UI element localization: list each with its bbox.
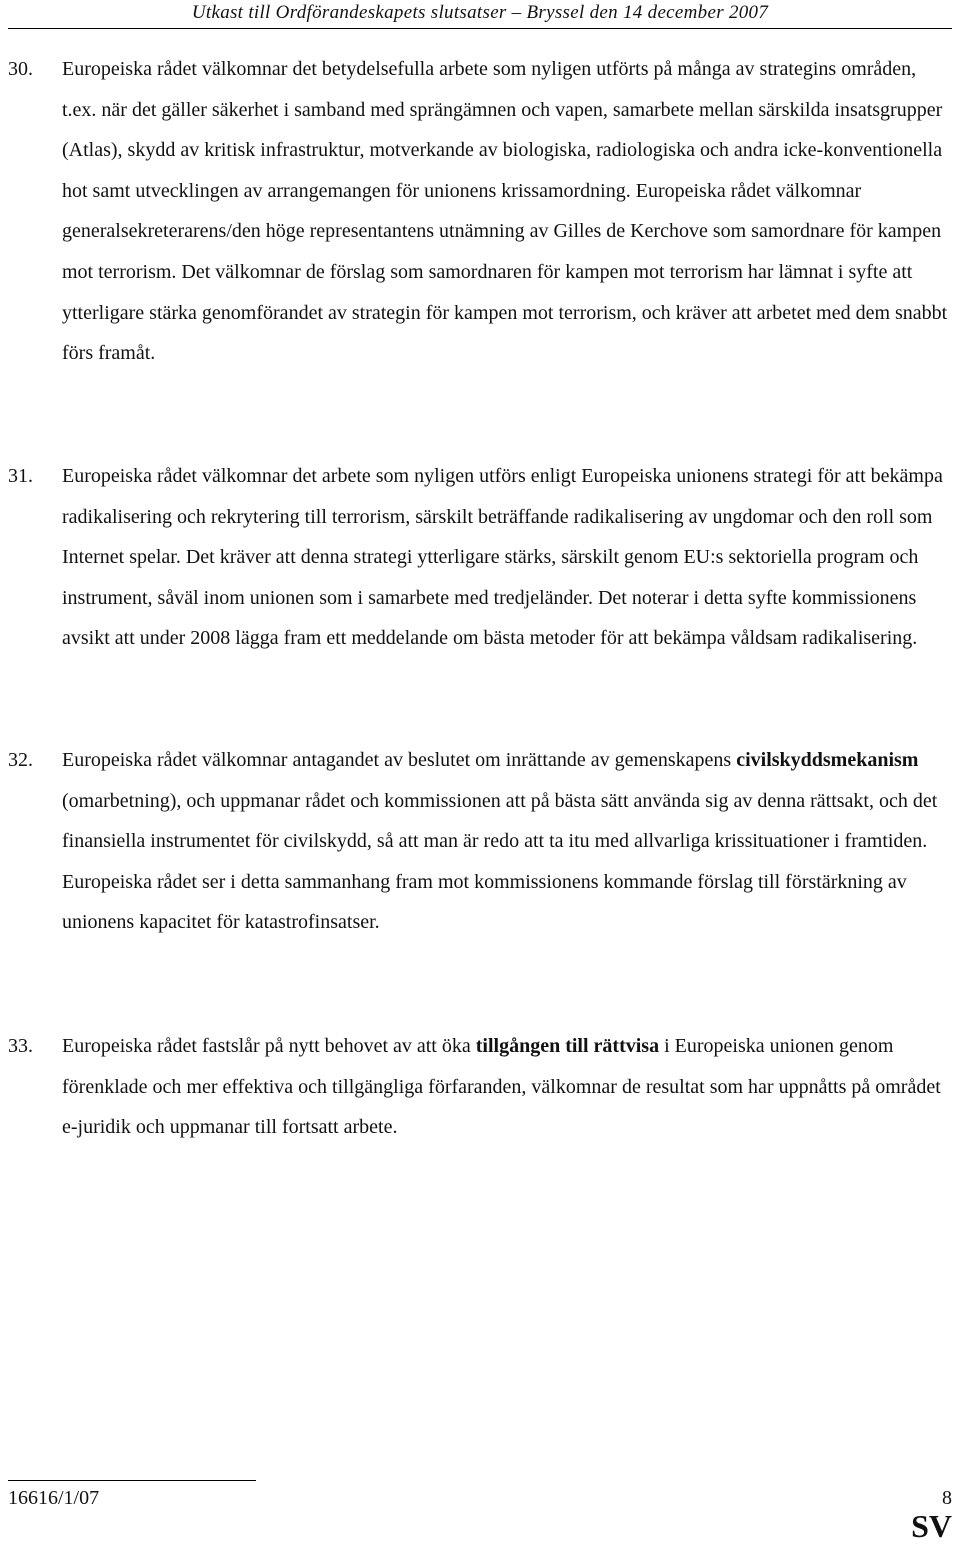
header-divider bbox=[8, 28, 952, 29]
bold-term: tillgången till rättvisa bbox=[475, 1035, 660, 1057]
paragraph-text: Europeiska rådet välkomnar det arbete som nyligen utförs enligt Europeiska unionens strategi för att bekämpa radikalisering och rekrytering till terrorism, särskilt beträffande radikalisering av ungdomar och den roll som Internet spelar. Det kräver att denna strategi ytterligare stärks, särskilt genom EU:s sektoriella program och instrument, såväl inom unionen som i samarbete med tredjeländer. Det noterar i detta syfte kommissionens avsikt att under 2008 lägga fram ett meddelande om bästa metoder för att bekämpa våldsam radikalisering. bbox=[62, 465, 943, 650]
paragraph-32 bbox=[0, 740, 960, 990]
paragraph-30 bbox=[0, 49, 960, 457]
bold-term: civilskyddsmekanism bbox=[736, 749, 919, 771]
paragraph-number: 32. bbox=[8, 749, 33, 771]
paragraph-text-start: Europeiska rådet välkomnar antagandet av beslutet om inrättande av gemenskapens bbox=[62, 749, 737, 771]
paragraph-33 bbox=[0, 1026, 960, 1156]
paragraph-number: 30. bbox=[8, 58, 33, 80]
page-number: 8 bbox=[942, 1487, 952, 1509]
paragraph-number: 33. bbox=[8, 1035, 33, 1057]
paragraph-text bbox=[62, 740, 952, 943]
paragraph-31 bbox=[0, 456, 960, 704]
paragraph-text: Europeiska rådet välkomnar det betydelsefulla arbete som nyligen utförts på många av strategins områden, t.ex. när det gäller säkerhet i samband med sprängämnen och vapen, samarbete mellan särskilda insatsgrupper (Atlas), skydd av kritisk infrastruktur, motverkande av biologiska, radiologiska och andra icke-konventionella hot samt utvecklingen av arrangemangen för unionens krissamordning. Europeiska rådet välkomnar generalsekreterarens/den höge representantens utnämning av Gilles de Kerchove som samordnare för kampen mot terrorism. Det välkomnar de förslag som samordnaren för kampen mot terrorism har lämnat i syfte att ytterligare stärka genomförandet av strategin för kampen mot terrorism, och kräver att arbetet med dem snabbt förs framåt. bbox=[62, 58, 948, 365]
paragraph-text-end: (omarbetning), och uppmanar rådet och kommissionen att på bästa sätt använda sig av denna rättsakt, och det finansiella instrumentet för civilskydd, så att man är redo att ta itu med allvarliga krissituationer i framtiden. Europeiska rådet ser i detta sammanhang fram mot kommissionens kommande förslag till förstärkning av unionens kapacitet för katastrofinsatser. bbox=[62, 789, 938, 934]
paragraph-text-start: Europeiska rådet fastslår på nytt behovet av att öka bbox=[62, 1035, 476, 1057]
paragraph-text bbox=[62, 1026, 952, 1148]
footer-divider bbox=[8, 1480, 256, 1481]
document-reference: 16616/1/07 bbox=[8, 1487, 100, 1509]
paragraph-number: 31. bbox=[8, 465, 33, 487]
document-header-title: Utkast till Ordförandeskapets slutsatser – Bryssel den 14 december 2007 bbox=[191, 2, 769, 23]
language-code: SV bbox=[911, 1508, 952, 1544]
paragraph-text-end: i Europeiska unionen genom förenklade och mer effektiva och tillgängliga förfaranden, välkomnar de resultat som har uppnåtts på området e-juridik och uppmanar till fortsatt arbete. bbox=[62, 1035, 941, 1139]
